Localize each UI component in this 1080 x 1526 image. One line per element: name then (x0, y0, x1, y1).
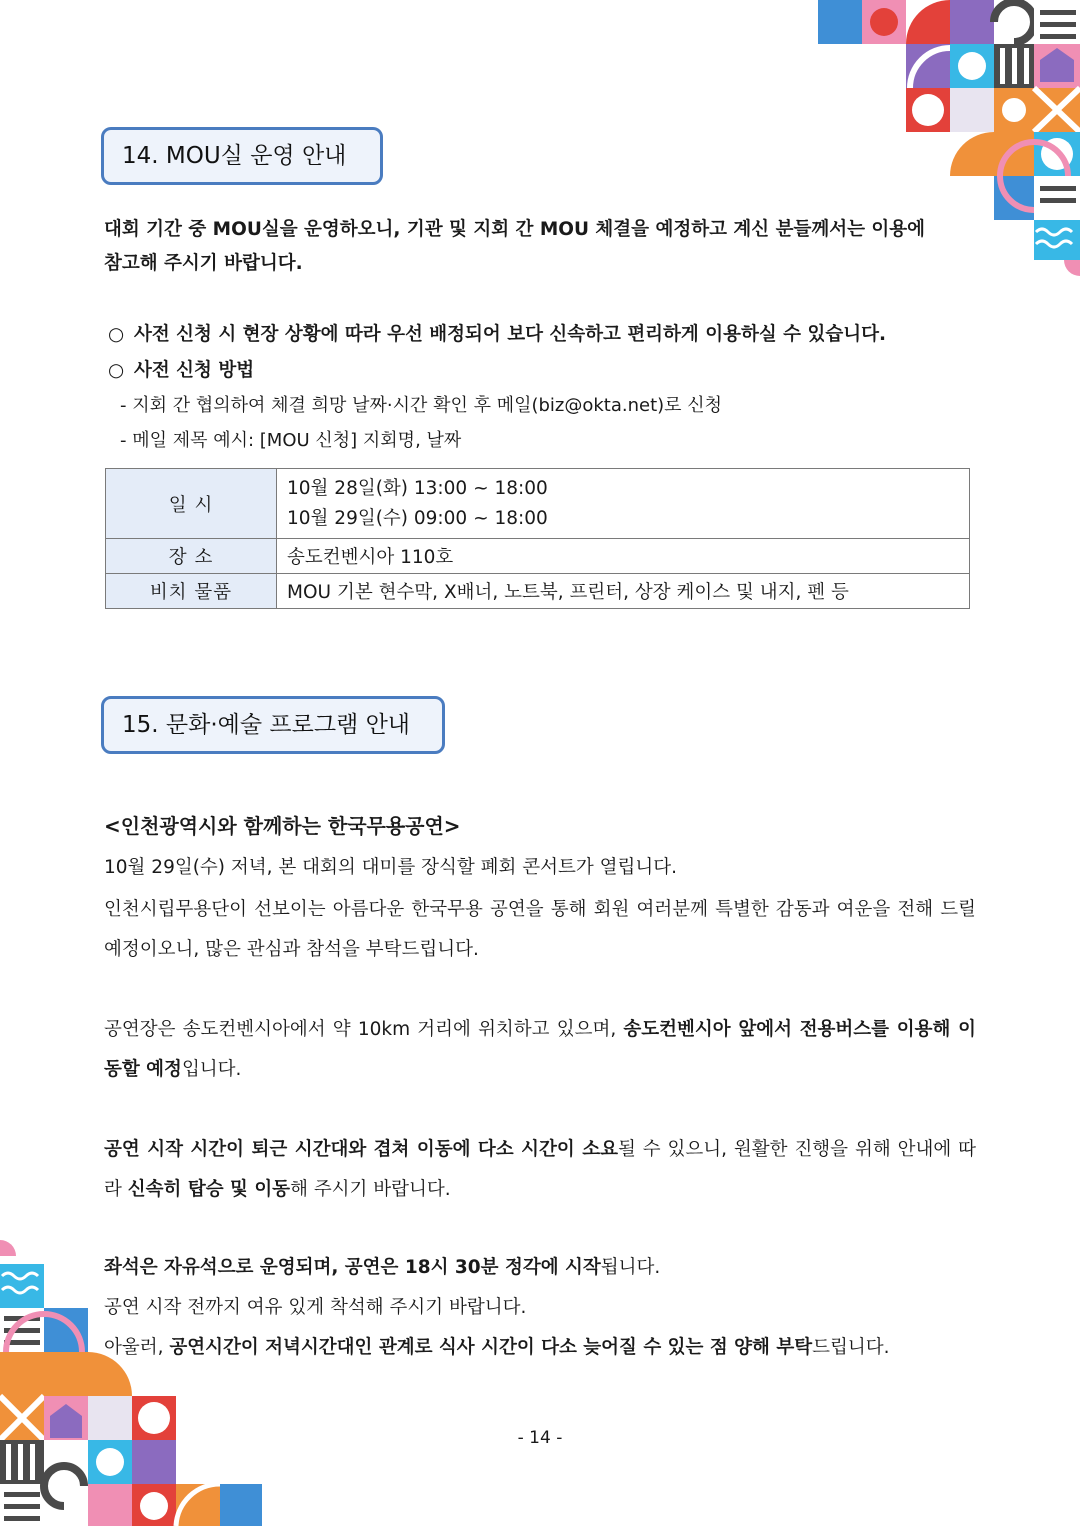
table-row-datetime (106, 469, 970, 539)
meal-text: 아울러, (104, 1337, 170, 1358)
datetime-line-1: 10월 28일(화) 13:00 ~ 18:00 (287, 477, 548, 499)
table-head-supplies: 비치 물품 (106, 574, 277, 609)
traffic-emphasis: 공연 시작 시간이 퇴근 시간대와 겹쳐 이동에 다소 시간이 소요 (104, 1139, 618, 1160)
meal-emphasis: 공연시간이 저녁시간대인 관계로 식사 시간이 다소 늦어질 수 있는 점 양해 부탁 (169, 1337, 813, 1358)
table-head-datetime: 일 시 (106, 469, 277, 539)
table-cell-datetime (277, 469, 970, 539)
venue-text-end: 입니다. (181, 1059, 242, 1080)
section-title-text: 15. 문화·예술 프로그램 안내 (122, 712, 411, 738)
seating-text-end: 됩니다. (600, 1257, 661, 1278)
venue-bus-emphasis: 송도컨벤시아 앞에서 전용버스를 이용해 이동할 예정 (104, 1019, 976, 1080)
sub-item-subject-example: - 메일 제목 예시: [MOU 신청] 지회명, 날짜 (120, 430, 462, 451)
paragraph-closing-concert: 10월 29일(수) 저녁, 본 대회의 대미를 장식할 폐회 콘서트가 열립니다. (104, 857, 677, 878)
paragraph-traffic-notice (104, 1130, 976, 1210)
bullet-advance-priority (108, 320, 886, 350)
mou-intro-line-1: 대회 기간 중 MOU실을 운영하오니, 기관 및 지회 간 MOU 체결을 예정하고 계신 분들께서는 이용에 (104, 219, 926, 240)
bullet-mark: ○ (108, 360, 125, 381)
venue-text: 공연장은 송도컨벤시아에서 약 10km 거리에 위치하고 있으며, (104, 1019, 624, 1040)
table-cell-venue: 송도컨벤시아 110호 (277, 539, 970, 574)
bullet-text: 사전 신청 방법 (134, 360, 255, 381)
table-head-venue: 장 소 (106, 539, 277, 574)
event-title: <인천광역시와 함께하는 한국무용공연> (104, 814, 461, 838)
paragraph-seating (104, 1250, 976, 1286)
section-title-culture (101, 696, 445, 754)
sub-item-email: - 지회 간 협의하여 체결 희망 날짜·시간 확인 후 메일(biz@okta.net)로 신청 (120, 395, 723, 416)
mou-intro-line-2: 참고해 주시기 바랍니다. (104, 253, 303, 274)
meal-text-end: 드립니다. (812, 1337, 890, 1358)
traffic-text: 될 수 있으니, 원활한 진행을 위해 안내에 따라 (104, 1139, 976, 1200)
paragraph-arrive-early: 공연 시작 전까지 여유 있게 착석해 주시기 바랍니다. (104, 1297, 527, 1318)
paragraph-venue-bus (104, 1010, 976, 1090)
paragraph-meal-delay (104, 1330, 976, 1366)
bullet-text: 사전 신청 시 현장 상황에 따라 우선 배정되어 보다 신속하고 편리하게 이용하실 수 있습니다. (134, 324, 886, 345)
table-cell-supplies: MOU 기본 현수막, X배너, 노트북, 프린터, 상장 케이스 및 내지, 펜 등 (277, 574, 970, 609)
boarding-emphasis: 신속히 탑승 및 이동 (127, 1179, 291, 1200)
mou-info-table (105, 468, 970, 609)
paragraph-dance-performance: 인천시립무용단이 선보이는 아름다운 한국무용 공연을 통해 회원 여러분께 특별한 감동과 여운을 전해 드릴 예정이오니, 많은 관심과 참석을 부탁드립니다. (104, 899, 976, 960)
page-number: - 14 - (517, 1428, 563, 1448)
traffic-text-end: 해 주시기 바랍니다. (290, 1179, 451, 1200)
bullet-application-method (108, 356, 254, 386)
seating-emphasis: 좌석은 자유석으로 운영되며, 공연은 18시 30분 정각에 시작 (104, 1257, 601, 1278)
section-title-mou (101, 127, 383, 185)
table-row-supplies (106, 574, 970, 609)
section-title-text: 14. MOU실 운영 안내 (122, 143, 347, 169)
bullet-mark: ○ (108, 324, 125, 345)
table-row-venue (106, 539, 970, 574)
datetime-line-2: 10월 29일(수) 09:00 ~ 18:00 (287, 507, 548, 529)
